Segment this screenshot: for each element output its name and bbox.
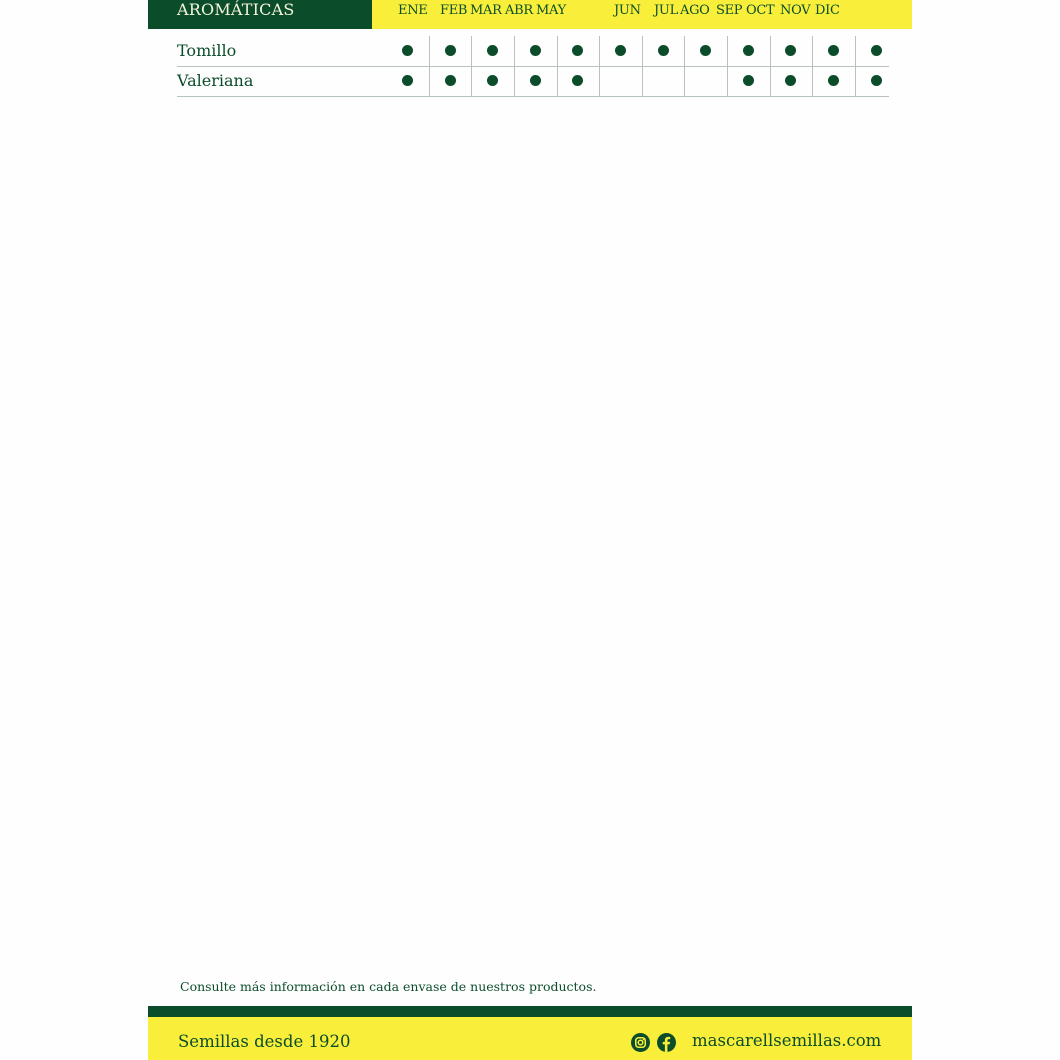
column-divider — [642, 36, 643, 97]
column-divider — [514, 36, 515, 97]
month-label-feb: FEB — [440, 3, 468, 18]
month-dot-oct — [785, 75, 796, 86]
month-dot-feb — [445, 45, 456, 56]
month-label-ago: AGO — [680, 3, 710, 18]
column-divider — [770, 36, 771, 97]
column-divider — [599, 36, 600, 97]
month-dot-ago — [700, 45, 711, 56]
month-label-abr: ABR — [505, 3, 533, 18]
month-dot-ene — [402, 45, 413, 56]
category-box — [148, 0, 372, 29]
month-label-dic: DIC — [815, 3, 840, 18]
facebook-icon[interactable] — [657, 1033, 676, 1052]
column-divider — [684, 36, 685, 97]
month-dot-dic — [871, 45, 882, 56]
month-dot-nov — [828, 75, 839, 86]
month-dot-nov — [828, 45, 839, 56]
month-label-jul: JUL — [654, 3, 678, 18]
month-label-sep: SEP — [716, 3, 743, 18]
footer-slogan: Semillas desde 1920 — [178, 1032, 351, 1051]
month-dot-sep — [743, 75, 754, 86]
row-name: Tomillo — [177, 41, 237, 60]
footer — [148, 1017, 912, 1060]
column-divider — [557, 36, 558, 97]
month-label-jun: JUN — [614, 3, 641, 18]
month-dot-feb — [445, 75, 456, 86]
month-label-oct: OCT — [746, 3, 775, 18]
month-label-ene: ENE — [398, 3, 428, 18]
column-divider — [727, 36, 728, 97]
column-divider — [429, 36, 430, 97]
calendar-header — [148, 0, 912, 29]
column-divider — [812, 36, 813, 97]
month-label-mar: MAR — [470, 3, 502, 18]
month-dot-abr — [530, 45, 541, 56]
row-name: Valeriana — [177, 71, 254, 90]
month-label-nov: NOV — [780, 3, 811, 18]
month-dot-mar — [487, 75, 498, 86]
month-dot-ene — [402, 75, 413, 86]
instagram-icon[interactable] — [631, 1033, 650, 1052]
category-title: AROMÁTICAS — [177, 0, 295, 19]
month-dot-jun — [615, 45, 626, 56]
sowing-calendar-sheet — [148, 0, 912, 1060]
info-note: Consulte más información en cada envase de nuestros productos. — [180, 979, 597, 994]
month-dot-mar — [487, 45, 498, 56]
column-divider — [855, 36, 856, 97]
month-dot-oct — [785, 45, 796, 56]
month-dot-jul — [658, 45, 669, 56]
column-divider — [471, 36, 472, 97]
month-dot-sep — [743, 45, 754, 56]
month-dot-may — [572, 75, 583, 86]
website-link[interactable]: mascarellsemillas.com — [692, 1031, 882, 1050]
month-dot-abr — [530, 75, 541, 86]
month-label-may: MAY — [536, 3, 566, 18]
footer-divider-bar — [148, 1006, 912, 1017]
month-dot-may — [572, 45, 583, 56]
month-dot-dic — [871, 75, 882, 86]
